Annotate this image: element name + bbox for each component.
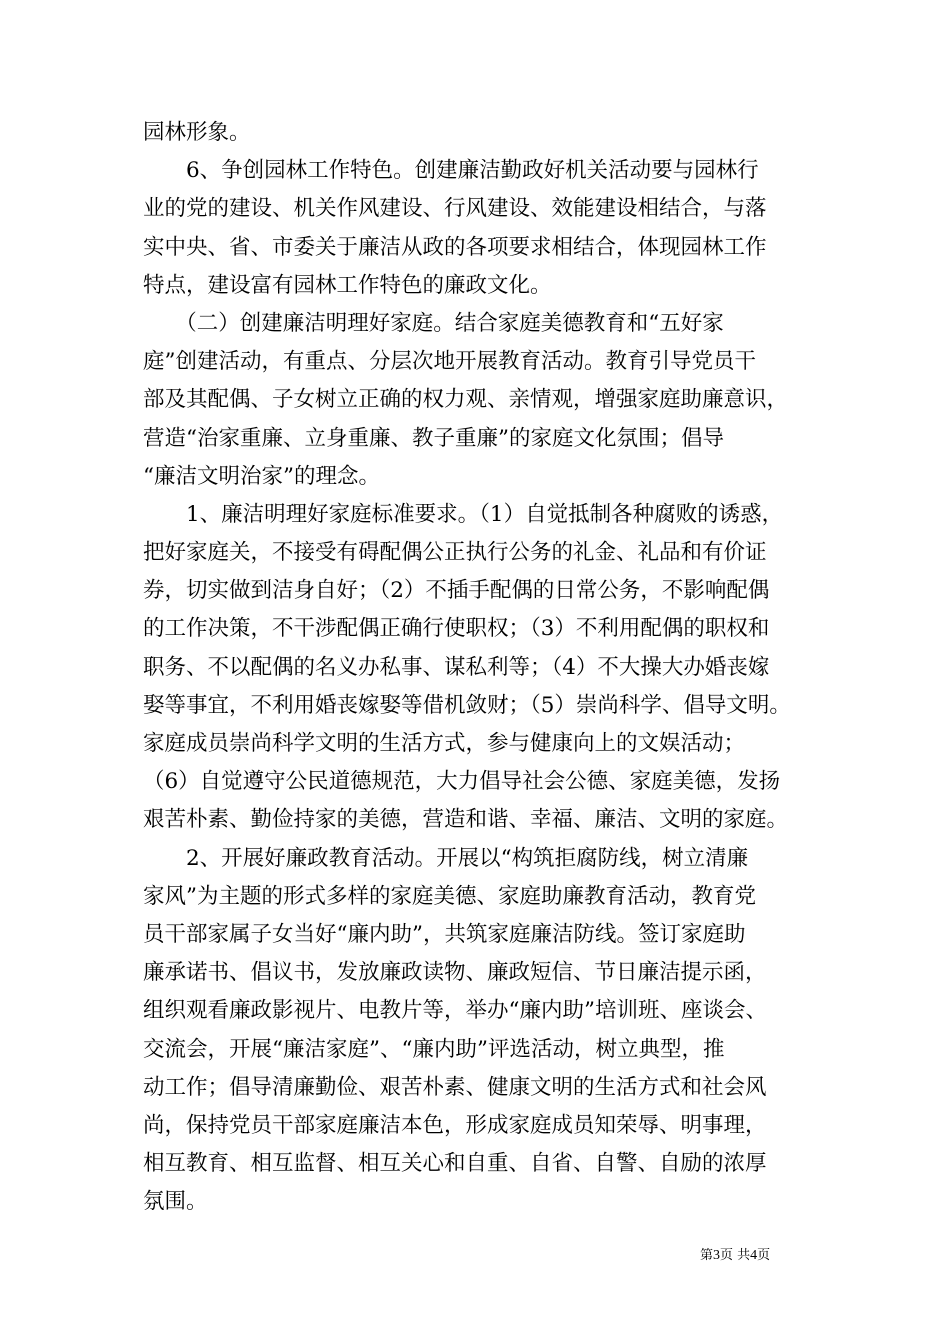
text-line: 相互教育、相互监督、相互关心和自重、自省、自警、自励的浓厚 xyxy=(143,1151,767,1177)
footer-suffix: 页 xyxy=(757,1248,771,1263)
text-line: 氛围。 xyxy=(143,1189,208,1215)
text-line: 把好家庭关，不接受有碍配偶公正执行公务的礼金、礼品和有价证 xyxy=(143,540,767,566)
text-line: 艰苦朴素、勤俭持家的美德，营造和谐、幸福、廉洁、文明的家庭。 xyxy=(143,807,789,833)
text-line: 营造“治家重廉、立身重廉、教子重廉”的家庭文化氛围；倡导 xyxy=(143,425,724,451)
text-line: （6）自觉遵守公民道德规范，大力倡导社会公德、家庭美德，发扬 xyxy=(143,769,781,795)
text-line: 家庭成员崇尚科学文明的生活方式，参与健康向上的文娱活动； xyxy=(143,731,746,756)
text-line: 组织观看廉政影视片、电教片等，举办“廉内助”培训班、座谈会、 xyxy=(143,998,767,1024)
text-line: 业的党的建设、机关作风建设、行风建设、效能建设相结合，与落 xyxy=(143,196,767,222)
document-body xyxy=(143,114,823,1221)
text-line: （二）创建廉洁明理好家庭。结合家庭美德教育和“五好家 xyxy=(143,310,724,336)
text-line: 廉承诺书、倡议书，发放廉政读物、廉政短信、节日廉洁提示函， xyxy=(143,960,767,986)
text-line: 部及其配偶、子女树立正确的权力观、亲情观，增强家庭助廉意识， xyxy=(143,387,789,413)
current-page-number: 3 xyxy=(713,1248,721,1263)
text-line: 尚，保持党员干部家庭廉洁本色，形成家庭成员知荣辱、明事理， xyxy=(143,1112,767,1138)
text-line: 娶等事宜，不利用婚丧嫁娶等借机敛财；（5）崇尚科学、倡导文明。 xyxy=(143,692,791,718)
text-line: 园林形象。 xyxy=(143,120,251,145)
text-line: 员干部家属子女当好“廉内助”，共筑家庭廉洁防线。签订家庭助 xyxy=(143,921,746,947)
text-line: 的工作决策，不干涉配偶正确行使职权；（3）不利用配偶的职权和 xyxy=(143,616,770,642)
text-line: 1、廉洁明理好家庭标准要求。（1）自觉抵制各种腐败的诱惑， xyxy=(143,501,784,527)
text-line: “廉洁文明治家”的理念。 xyxy=(143,463,380,489)
text-line: 特点，建设富有园林工作特色的廉政文化。 xyxy=(143,272,552,298)
footer-middle: 页 共 xyxy=(720,1248,751,1263)
text-line: 券，切实做到洁身自好；（2）不插手配偶的日常公务，不影响配偶 xyxy=(143,578,770,604)
text-line: 动工作；倡导清廉勤俭、艰苦朴素、健康文明的生活方式和社会风 xyxy=(143,1074,767,1100)
total-page-number: 4 xyxy=(750,1248,758,1263)
text-line: 庭”创建活动，有重点、分层次地开展教育活动。教育引导党员干 xyxy=(143,349,756,375)
footer-prefix: 第 xyxy=(700,1248,714,1263)
text-line: 交流会，开展“廉洁家庭”、“廉内助”评选活动，树立典型，推 xyxy=(143,1036,725,1062)
text-line: 2、开展好廉政教育活动。开展以“构筑拒腐防线，树立清廉 xyxy=(143,845,749,871)
text-line: 职务、不以配偶的名义办私事、谋私利等；（4）不大操大办婚丧嫁 xyxy=(143,654,770,680)
text-line: 实中央、省、市委关于廉洁从政的各项要求相结合，体现园林工作 xyxy=(143,234,767,260)
text-line: 6、争创园林工作特色。创建廉洁勤政好机关活动要与园林行 xyxy=(143,158,759,184)
text-line: 家风”为主题的形式多样的家庭美德、家庭助廉教育活动，教育党 xyxy=(143,883,756,909)
page-footer xyxy=(700,1248,820,1264)
